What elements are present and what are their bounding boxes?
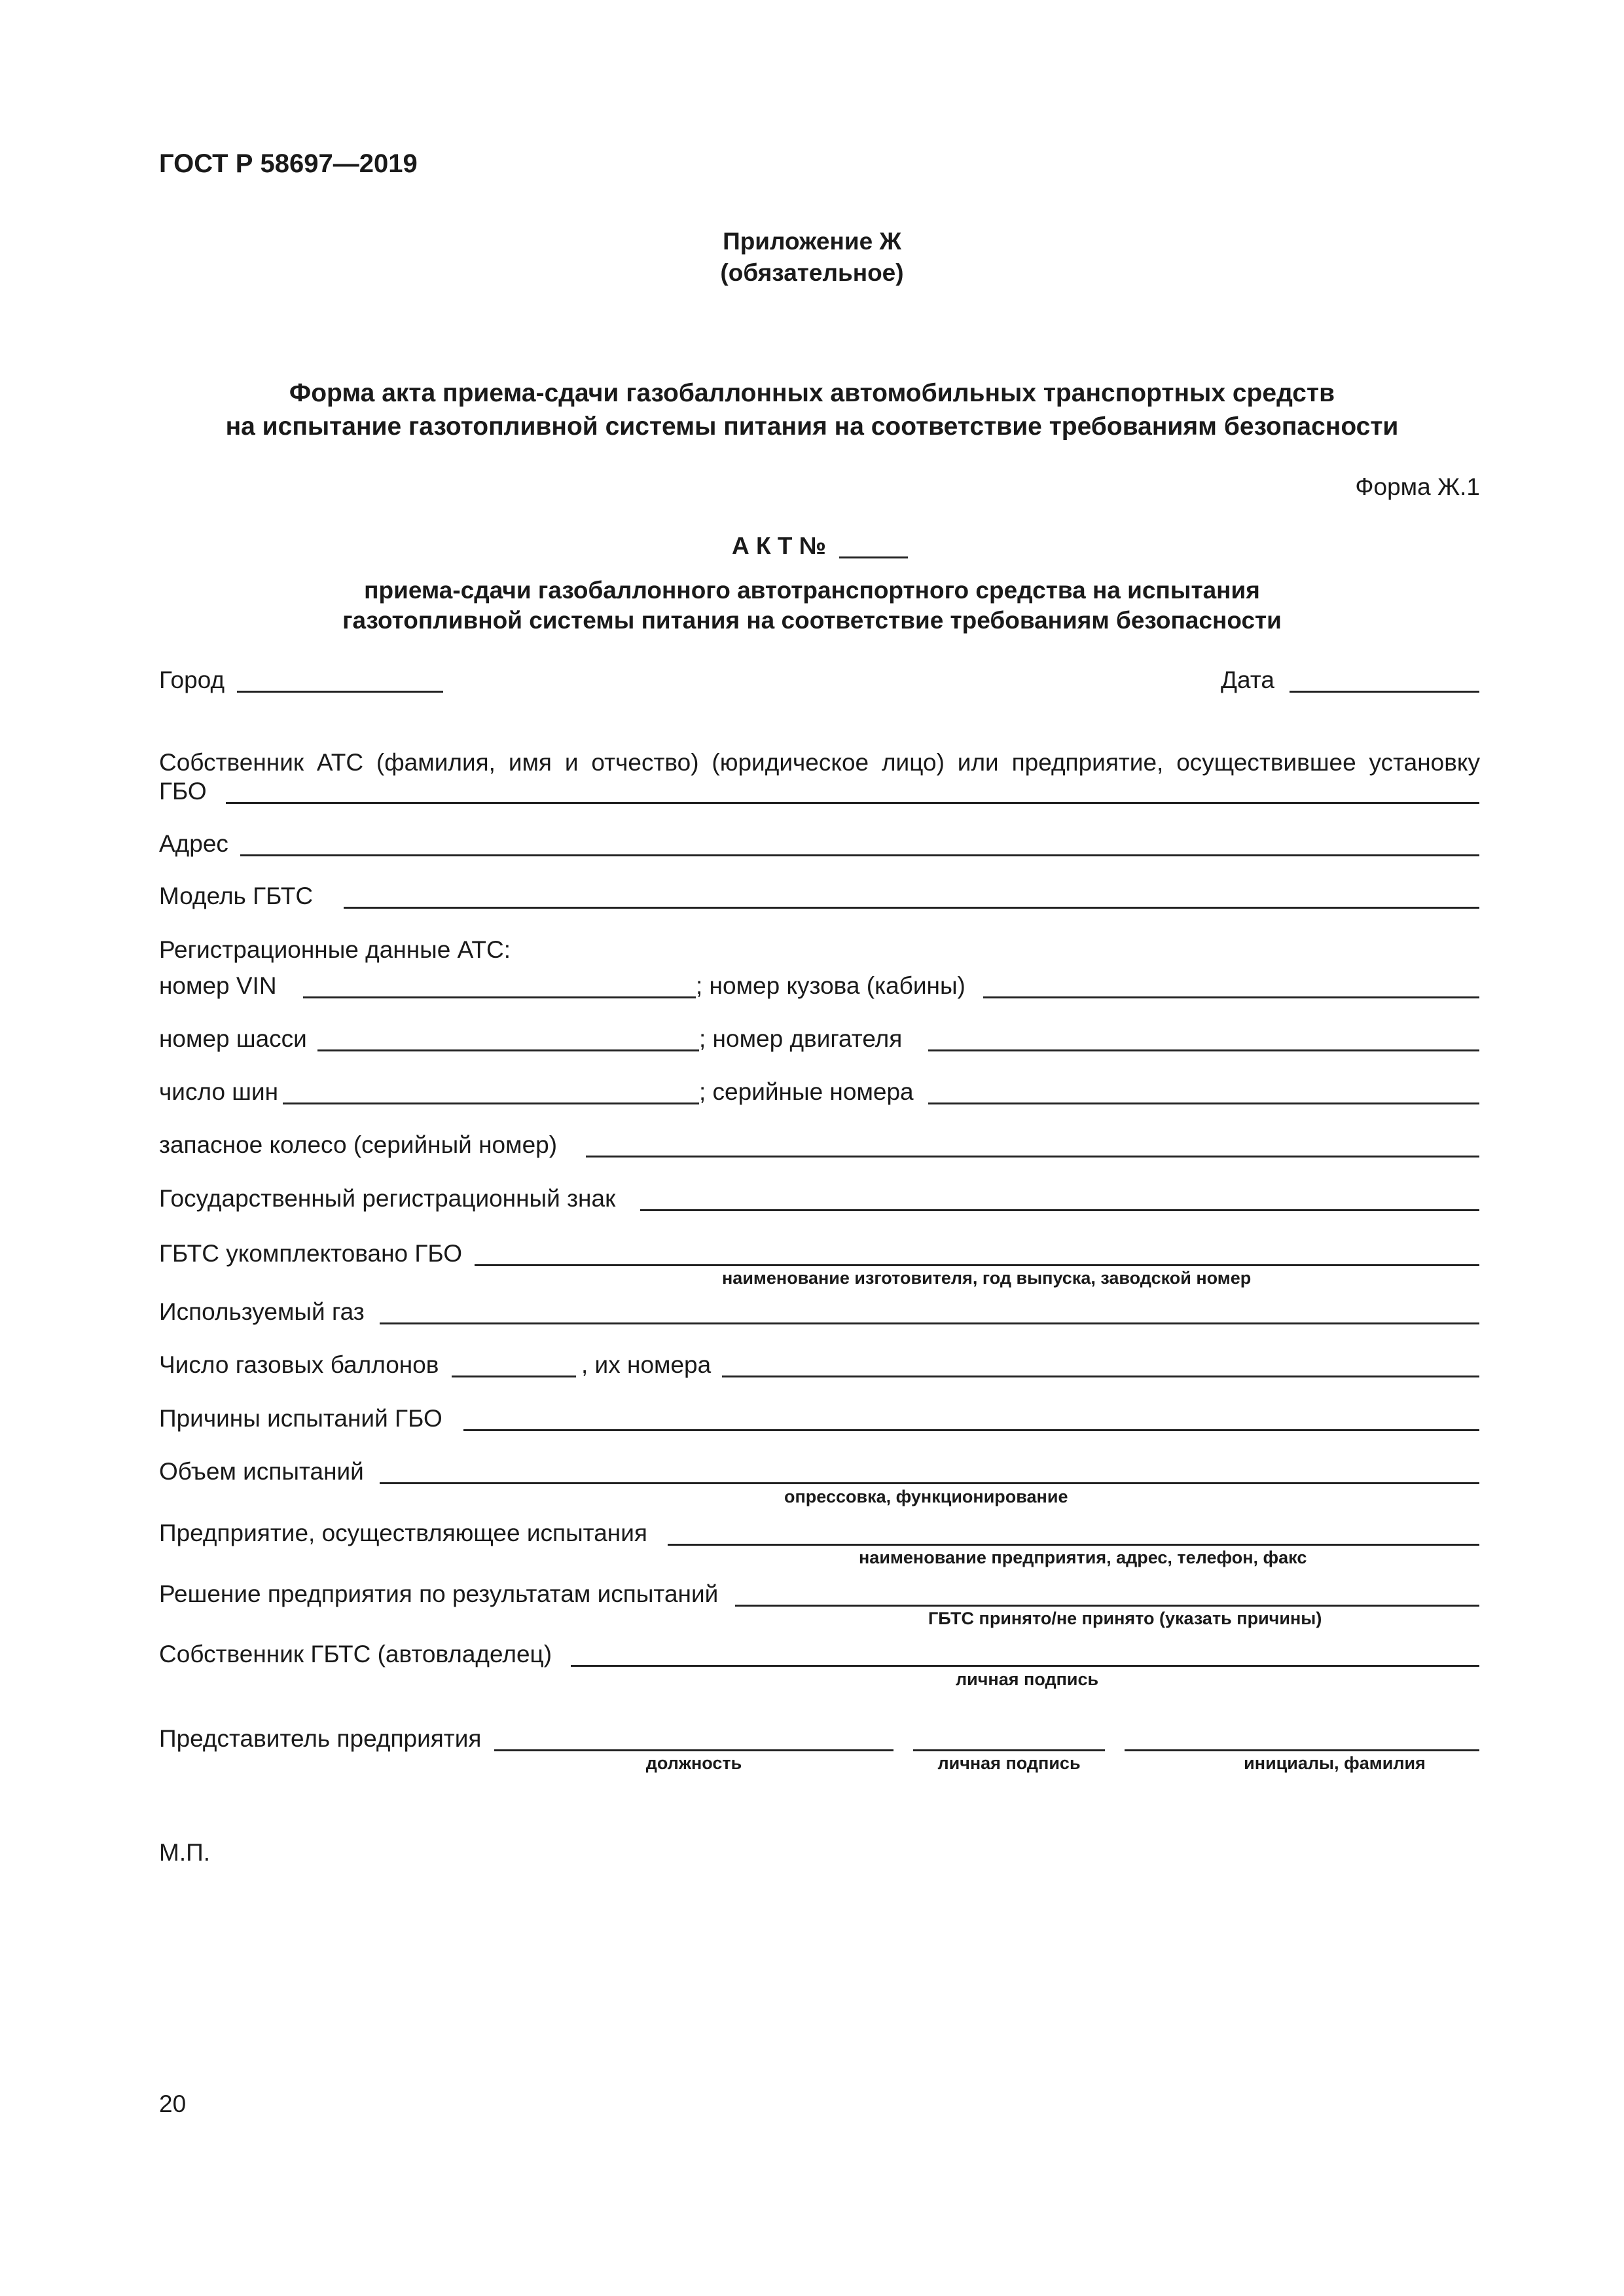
address-line[interactable] bbox=[240, 854, 1479, 856]
car-owner-signature-line[interactable] bbox=[571, 1665, 1479, 1667]
appendix-title: Приложение Ж bbox=[723, 228, 901, 255]
volume-caption: опрессовка, функционирование bbox=[784, 1487, 1068, 1506]
act-subtitle-line-1: приема-сдачи газобаллонного автотранспортного средства на испытания bbox=[364, 577, 1260, 604]
enterprise-line[interactable] bbox=[668, 1544, 1479, 1546]
owner-label-line-2: ГБО bbox=[159, 778, 207, 805]
act-subtitle-line-2: газотопливной системы питания на соответствие требованиям безопасности bbox=[342, 607, 1282, 634]
tires-label: число шин bbox=[159, 1078, 279, 1105]
representative-name-caption: инициалы, фамилия bbox=[1244, 1753, 1426, 1773]
volume-line[interactable] bbox=[380, 1482, 1479, 1484]
spare-wheel-line[interactable] bbox=[586, 1156, 1479, 1157]
decision-caption: ГБТС принято/не принято (указать причины) bbox=[928, 1609, 1322, 1628]
engine-label: ; номер двигателя bbox=[699, 1025, 903, 1052]
spare-wheel-label: запасное колесо (серийный номер) bbox=[159, 1131, 558, 1158]
date-label: Дата bbox=[1221, 666, 1274, 693]
enterprise-caption: наименование предприятия, адрес, телефон, факс bbox=[859, 1548, 1307, 1567]
form-number: Форма Ж.1 bbox=[1355, 473, 1480, 500]
vin-line[interactable] bbox=[303, 996, 696, 998]
representative-signature-line[interactable] bbox=[913, 1749, 1105, 1751]
representative-position-caption: должность bbox=[645, 1753, 742, 1773]
owner-label-line-1: Собственник АТС (фамилия, имя и отчество) (юридическое лицо) или предприятие, осуществившее установку bbox=[159, 749, 1480, 776]
plate-label: Государственный регистрационный знак bbox=[159, 1185, 616, 1212]
model-label: Модель ГБТС bbox=[159, 883, 314, 909]
cylinder-numbers-label: , их номера bbox=[581, 1351, 712, 1378]
body-number-line[interactable] bbox=[983, 996, 1479, 998]
decision-label: Решение предприятия по результатам испытаний bbox=[159, 1580, 719, 1607]
standard-code: ГОСТ Р 58697—2019 bbox=[159, 149, 418, 178]
gas-label: Используемый газ bbox=[159, 1298, 365, 1325]
address-label: Адрес bbox=[159, 830, 228, 857]
decision-line[interactable] bbox=[735, 1605, 1479, 1607]
act-number-label: А К Т № bbox=[732, 532, 826, 559]
cylinders-count-line[interactable] bbox=[452, 1376, 576, 1377]
enterprise-label: Предприятие, осуществляющее испытания bbox=[159, 1520, 647, 1546]
representative-label: Представитель предприятия bbox=[159, 1725, 482, 1752]
city-label: Город bbox=[159, 666, 225, 693]
owner-line[interactable] bbox=[226, 802, 1479, 804]
appendix-status: (обязательное) bbox=[720, 259, 904, 286]
reg-data-label: Регистрационные данные АТС: bbox=[159, 936, 511, 963]
tires-line[interactable] bbox=[283, 1102, 699, 1104]
chassis-line[interactable] bbox=[317, 1049, 699, 1051]
model-line[interactable] bbox=[344, 907, 1479, 909]
gas-line[interactable] bbox=[380, 1322, 1479, 1324]
representative-signature-caption: личная подпись bbox=[937, 1753, 1081, 1773]
equipped-line[interactable] bbox=[475, 1264, 1479, 1266]
equipped-caption: наименование изготовителя, год выпуска, заводской номер bbox=[722, 1268, 1252, 1288]
volume-label: Объем испытаний bbox=[159, 1458, 364, 1485]
serials-line[interactable] bbox=[928, 1102, 1479, 1104]
representative-name-line[interactable] bbox=[1125, 1749, 1479, 1751]
vin-label: номер VIN bbox=[159, 972, 277, 999]
car-owner-label: Собственник ГБТС (автовладелец) bbox=[159, 1641, 552, 1667]
date-line[interactable] bbox=[1290, 691, 1479, 693]
cylinders-label: Число газовых баллонов bbox=[159, 1351, 439, 1378]
form-title-line-2: на испытание газотопливной системы питания на соответствие требованиям безопасности bbox=[225, 412, 1399, 441]
representative-position-line[interactable] bbox=[494, 1749, 893, 1751]
serials-label: ; серийные номера bbox=[699, 1078, 914, 1105]
equipped-label: ГБТС укомплектовано ГБО bbox=[159, 1240, 463, 1267]
act-number-line[interactable] bbox=[839, 556, 908, 558]
car-owner-caption: личная подпись bbox=[956, 1669, 1099, 1689]
form-title-line-1: Форма акта приема-сдачи газобаллонных автомобильных транспортных средств bbox=[289, 379, 1335, 407]
reasons-line[interactable] bbox=[463, 1429, 1479, 1431]
city-line[interactable] bbox=[237, 691, 443, 693]
stamp-placeholder: М.П. bbox=[159, 1839, 210, 1866]
plate-line[interactable] bbox=[640, 1209, 1479, 1211]
page-number: 20 bbox=[159, 2090, 187, 2117]
body-number-label: ; номер кузова (кабины) bbox=[696, 972, 965, 999]
engine-line[interactable] bbox=[928, 1049, 1479, 1051]
chassis-label: номер шасси bbox=[159, 1025, 307, 1052]
cylinder-numbers-line[interactable] bbox=[722, 1376, 1479, 1377]
reasons-label: Причины испытаний ГБО bbox=[159, 1405, 442, 1432]
